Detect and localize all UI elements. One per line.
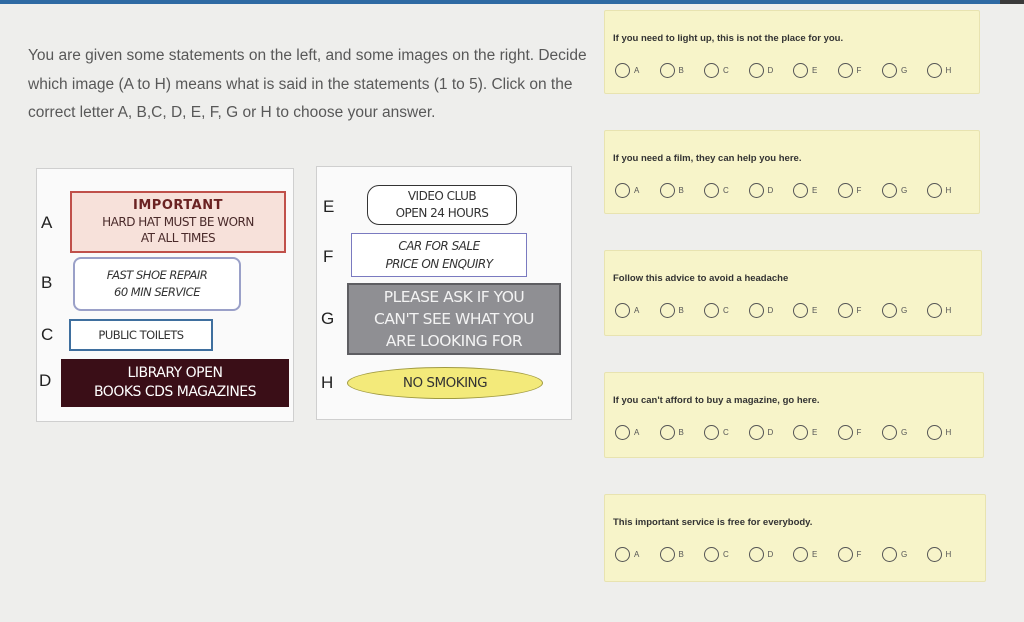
radio-button[interactable] — [838, 547, 853, 562]
sign-f-car-sale — [351, 233, 527, 277]
question-card-5 — [604, 494, 986, 582]
question-4-option-g[interactable] — [882, 425, 927, 440]
option-label: H — [945, 428, 952, 437]
option-label: F — [856, 428, 862, 437]
question-4-option-f[interactable] — [838, 425, 883, 440]
question-2-option-f[interactable] — [838, 183, 883, 198]
image-letter-e: E — [323, 197, 335, 216]
option-label: D — [767, 550, 774, 559]
option-label: A — [634, 428, 640, 437]
question-3-option-b[interactable] — [660, 303, 705, 318]
sign-d-library — [61, 359, 289, 407]
option-label: D — [767, 428, 774, 437]
sign-d-line1: LIBRARY OPEN — [127, 365, 223, 381]
sign-g-line3: ARE LOOKING FOR — [385, 332, 523, 350]
option-label: E — [812, 550, 818, 559]
radio-button[interactable] — [882, 547, 897, 562]
question-5-option-c[interactable] — [704, 547, 749, 562]
question-3-option-a[interactable] — [615, 303, 660, 318]
option-label: D — [767, 186, 774, 195]
question-card-3 — [604, 250, 982, 336]
answer-options-2 — [615, 183, 971, 198]
option-label: C — [723, 550, 729, 559]
option-label: G — [901, 550, 908, 559]
option-label: A — [634, 306, 640, 315]
radio-button[interactable] — [660, 547, 675, 562]
image-letter-h: H — [321, 373, 334, 392]
option-label: E — [812, 306, 818, 315]
option-label: B — [678, 66, 684, 75]
question-4-option-a[interactable] — [615, 425, 660, 440]
question-4-option-d[interactable] — [749, 425, 794, 440]
question-1-option-h[interactable] — [927, 63, 972, 78]
question-1-option-g[interactable] — [882, 63, 927, 78]
image-letter-c: C — [41, 325, 54, 344]
sign-g-line2: CAN'T SEE WHAT YOU — [374, 310, 534, 328]
radio-button[interactable] — [704, 303, 719, 318]
image-letter-d: D — [39, 371, 52, 390]
option-label: D — [767, 66, 774, 75]
option-label: E — [812, 186, 818, 195]
radio-button[interactable] — [704, 63, 719, 78]
instructions-text: You are given some statements on the left, and some images on the right. Decide which image (A to H) means what is said in the statements (1 to 5). Click on the correct letter A, B,C, D, E, F, G or H to choose your answer. — [28, 47, 587, 121]
question-1-option-e[interactable] — [793, 63, 838, 78]
radio-button[interactable] — [927, 425, 942, 440]
question-1-text: If you need to light up, this is not the place for you. — [613, 33, 844, 44]
question-3-option-h[interactable] — [927, 303, 972, 318]
question-3-option-d[interactable] — [749, 303, 794, 318]
option-label: B — [678, 428, 684, 437]
question-5-option-b[interactable] — [660, 547, 705, 562]
option-label: A — [634, 186, 640, 195]
sign-h-no-smoking — [347, 367, 543, 399]
image-letter-a: A — [41, 213, 53, 232]
option-label: G — [901, 186, 908, 195]
answer-options-4 — [615, 425, 971, 440]
radio-button[interactable] — [660, 183, 675, 198]
radio-button[interactable] — [749, 183, 764, 198]
image-letter-b: B — [41, 273, 53, 292]
answer-options-5 — [615, 547, 971, 562]
radio-button[interactable] — [704, 425, 719, 440]
sign-a-line2: AT ALL TIMES — [140, 231, 216, 245]
question-4-option-h[interactable] — [927, 425, 972, 440]
question-4-option-c[interactable] — [704, 425, 749, 440]
radio-button[interactable] — [660, 303, 675, 318]
option-label: F — [856, 550, 862, 559]
question-2-option-e[interactable] — [793, 183, 838, 198]
option-label: B — [678, 306, 684, 315]
question-5-text: This important service is free for everybody. — [613, 517, 813, 528]
option-label: B — [678, 186, 684, 195]
sign-a-hard-hat — [70, 191, 286, 253]
question-1-option-c[interactable] — [704, 63, 749, 78]
answer-options-1 — [615, 63, 971, 78]
top-bar-end — [1000, 0, 1024, 4]
question-5-option-h[interactable] — [927, 547, 972, 562]
option-label: D — [767, 306, 774, 315]
radio-button[interactable] — [838, 63, 853, 78]
sign-h-line1: NO SMOKING — [402, 375, 488, 391]
sign-d-line2: BOOKS CDS MAGAZINES — [93, 384, 257, 400]
question-5-option-f[interactable] — [838, 547, 883, 562]
radio-button[interactable] — [838, 183, 853, 198]
sign-a-line1: HARD HAT MUST BE WORN — [102, 215, 254, 229]
option-label: H — [945, 66, 952, 75]
sign-e-line2: OPEN 24 HOURS — [395, 206, 489, 220]
question-3-option-c[interactable] — [704, 303, 749, 318]
sign-b-line2: 60 MIN SERVICE — [114, 285, 200, 299]
option-label: E — [812, 428, 818, 437]
radio-button[interactable] — [615, 183, 630, 198]
option-label: C — [723, 306, 729, 315]
radio-button[interactable] — [660, 425, 675, 440]
question-5-option-a[interactable] — [615, 547, 660, 562]
images-panel-e-h — [316, 166, 572, 420]
question-2-option-g[interactable] — [882, 183, 927, 198]
question-3-text: Follow this advice to avoid a headache — [613, 273, 789, 284]
question-3-option-e[interactable] — [793, 303, 838, 318]
question-5-option-d[interactable] — [749, 547, 794, 562]
question-5-option-g[interactable] — [882, 547, 927, 562]
question-4-option-b[interactable] — [660, 425, 705, 440]
radio-button[interactable] — [927, 303, 942, 318]
sign-e-video-club — [367, 185, 517, 225]
question-2-option-d[interactable] — [749, 183, 794, 198]
radio-button[interactable] — [882, 425, 897, 440]
sign-c-line1: PUBLIC TOILETS — [98, 328, 184, 342]
option-label: G — [901, 428, 908, 437]
radio-button[interactable] — [615, 303, 630, 318]
radio-button[interactable] — [882, 303, 897, 318]
option-label: B — [678, 550, 684, 559]
question-1-option-a[interactable] — [615, 63, 660, 78]
images-panel-a-d — [36, 168, 294, 422]
question-2-text: If you need a film, they can help you here. — [613, 153, 802, 164]
sign-a-header: IMPORTANT — [133, 198, 223, 213]
sign-e-line1: VIDEO CLUB — [407, 189, 477, 203]
question-2-option-c[interactable] — [704, 183, 749, 198]
question-4-text: If you can't afford to buy a magazine, go here. — [613, 395, 820, 406]
question-card-1 — [604, 10, 980, 94]
image-letter-f: F — [323, 247, 334, 266]
sign-g-please-ask — [347, 283, 561, 355]
radio-button[interactable] — [927, 183, 942, 198]
option-label: G — [901, 306, 908, 315]
answer-options-3 — [615, 303, 971, 318]
option-label: A — [634, 550, 640, 559]
sign-b-line1: FAST SHOE REPAIR — [106, 268, 208, 282]
top-accent-bar — [0, 0, 1000, 4]
sign-f-line1: CAR FOR SALE — [398, 239, 480, 253]
option-label: C — [723, 428, 729, 437]
radio-button[interactable] — [793, 183, 808, 198]
option-label: A — [634, 66, 640, 75]
radio-button[interactable] — [660, 63, 675, 78]
question-5-option-e[interactable] — [793, 547, 838, 562]
question-2-option-a[interactable] — [615, 183, 660, 198]
radio-button[interactable] — [882, 183, 897, 198]
radio-button[interactable] — [838, 303, 853, 318]
radio-button[interactable] — [704, 183, 719, 198]
option-label: H — [945, 186, 952, 195]
option-label: H — [945, 306, 952, 315]
option-label: G — [901, 66, 908, 75]
question-1-option-f[interactable] — [838, 63, 883, 78]
question-card-4 — [604, 372, 984, 458]
radio-button[interactable] — [793, 63, 808, 78]
image-letter-g: G — [321, 309, 335, 328]
radio-button[interactable] — [615, 63, 630, 78]
question-3-option-f[interactable] — [838, 303, 883, 318]
radio-button[interactable] — [615, 547, 630, 562]
radio-button[interactable] — [793, 547, 808, 562]
question-card-2 — [604, 130, 980, 214]
sign-f-line2: PRICE ON ENQUIRY — [385, 257, 493, 271]
question-4-option-e[interactable] — [793, 425, 838, 440]
radio-button[interactable] — [704, 547, 719, 562]
option-label: C — [723, 186, 729, 195]
option-label: H — [945, 550, 952, 559]
radio-button[interactable] — [927, 547, 942, 562]
question-1-option-d[interactable] — [749, 63, 794, 78]
question-2-option-b[interactable] — [660, 183, 705, 198]
radio-button[interactable] — [749, 303, 764, 318]
radio-button[interactable] — [615, 425, 630, 440]
sign-b-shoe-repair — [73, 257, 241, 311]
question-3-option-g[interactable] — [882, 303, 927, 318]
option-label: C — [723, 66, 729, 75]
radio-button[interactable] — [749, 547, 764, 562]
sign-g-line1: PLEASE ASK IF YOU — [383, 288, 525, 306]
radio-button[interactable] — [749, 425, 764, 440]
question-1-option-b[interactable] — [660, 63, 705, 78]
option-label: F — [856, 186, 862, 195]
option-label: E — [812, 66, 818, 75]
option-label: F — [856, 306, 862, 315]
option-label: F — [856, 66, 862, 75]
radio-button[interactable] — [838, 425, 853, 440]
radio-button[interactable] — [927, 63, 942, 78]
radio-button[interactable] — [793, 303, 808, 318]
question-2-option-h[interactable] — [927, 183, 972, 198]
radio-button[interactable] — [793, 425, 808, 440]
radio-button[interactable] — [749, 63, 764, 78]
sign-c-public-toilets — [69, 319, 213, 351]
radio-button[interactable] — [882, 63, 897, 78]
